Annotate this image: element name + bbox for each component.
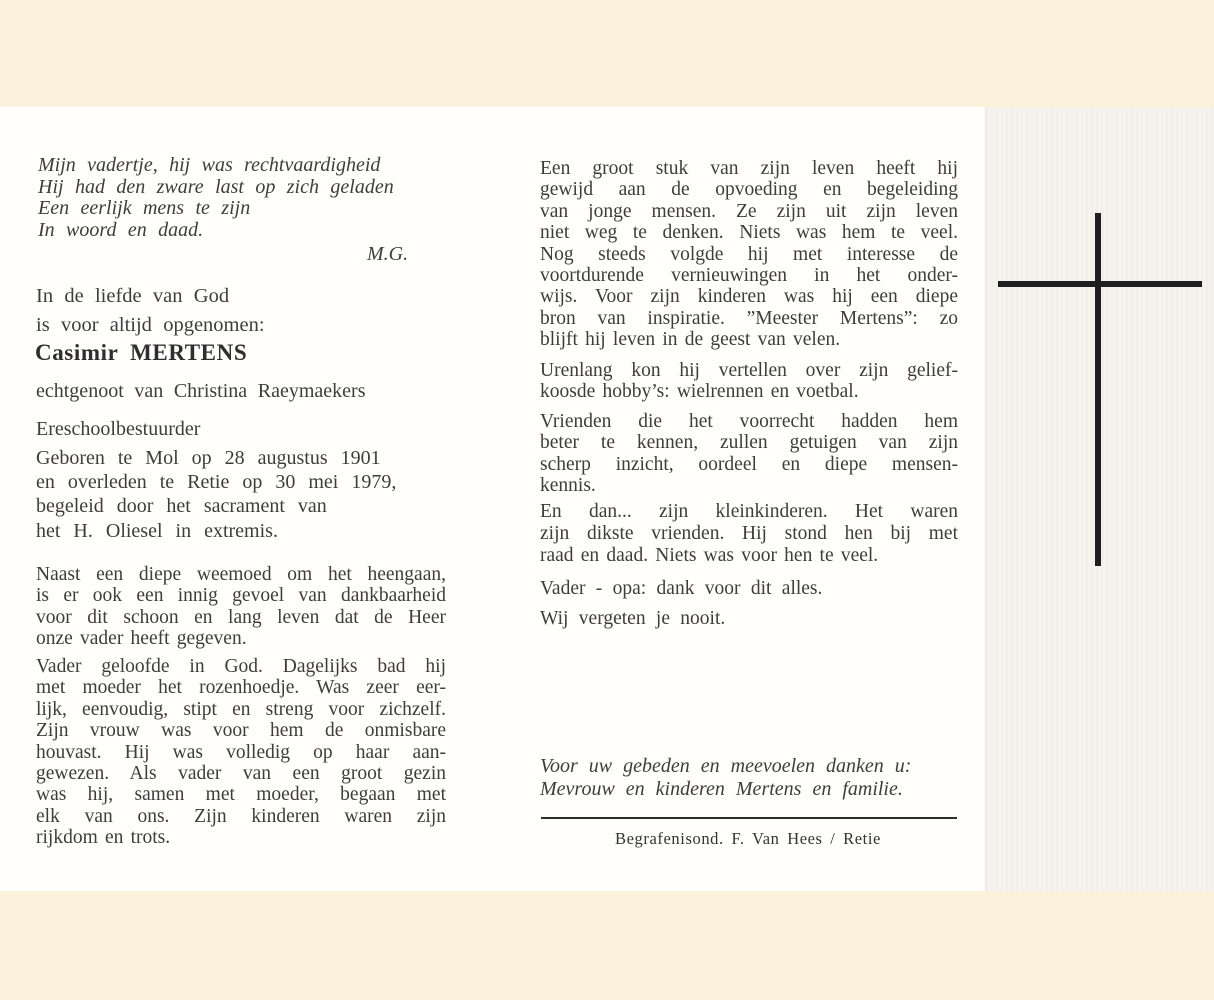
text-line: is er ook een innig gevoel van dankbaarheid: [36, 585, 446, 607]
text-line: Hij had den zware last op zich geladen: [38, 175, 394, 198]
text-line: wijs. Voor zijn kinderen was hij een diepe: [540, 286, 958, 308]
text-line: was hij, samen met moeder, begaan met: [36, 784, 446, 806]
text-line: Een eerlijk mens te zijn: [38, 197, 251, 220]
farewell-line: Vader - opa: dank voor dit alles.: [540, 578, 823, 599]
text-line: beter te kennen, zullen getuigen van zijn: [540, 432, 958, 454]
paragraph-mourning: [36, 564, 446, 650]
farewell-line: Wij vergeten je nooit.: [540, 608, 726, 629]
text-line: Mijn vadertje, hij was rechtvaardigheid: [38, 154, 381, 176]
text-line: raad en daad. Niets was voor hen te veel.: [540, 544, 879, 566]
text-line: kennis.: [540, 475, 596, 497]
text-line: In woord en daad.: [38, 218, 204, 241]
text-line: van jonge mensen. Ze zijn uit zijn leven: [540, 200, 958, 222]
memorial-poem: [38, 155, 448, 241]
text-line: voor dit schoon en lang leven dat de Heer: [36, 606, 446, 628]
text-line: gewezen. Als vader van een groot gezin: [36, 763, 446, 785]
text-line: blijft hij leven in de geest van velen.: [540, 329, 841, 351]
text-line: koosde hobby’s: wielrennen en voetbal.: [540, 381, 859, 403]
poem-attribution: M.G.: [367, 243, 409, 265]
text-line: Naast een diepe weemoed om het heengaan,: [36, 564, 446, 585]
text-line: voortdurende vernieuwingen in het onder-: [540, 265, 958, 287]
text-line: het H. Oliesel in extremis.: [36, 519, 278, 542]
text-line: Nog steeds volgde hij met interesse de: [540, 243, 958, 265]
text-line: Urenlang kon hij vertellen over zijn gelief-: [540, 360, 958, 381]
text-line: Geboren te Mol op 28 augustus 1901: [36, 447, 381, 469]
latin-cross-icon: [998, 281, 1202, 287]
text-line: bron van inspiratie. ”Meester Mertens”: zo: [540, 307, 958, 329]
text-line: En dan... zijn kleinkinderen. Het waren: [540, 501, 958, 522]
honorary-title: Ereschoolbestuurder: [36, 418, 201, 440]
text-line: lijk, eenvoudig, stipt en streng voor zichzelf.: [36, 698, 446, 720]
deceased-name: Casimir MERTENS: [35, 340, 248, 365]
footer-divider: [541, 817, 957, 819]
text-line: begeleid door het sacrament van: [36, 495, 327, 518]
text-line: elk van ons. Zijn kinderen waren zijn: [36, 805, 446, 827]
paragraph-education: [540, 158, 958, 351]
text-line: en overleden te Retie op 30 mei 1979,: [36, 471, 397, 494]
spouse-line: echtgenoot van Christina Raeymaekers: [36, 380, 366, 402]
text-line: Vader geloofde in God. Dagelijks bad hij: [36, 656, 446, 677]
paragraph-friends: [540, 411, 958, 497]
paragraph-hobbies: [540, 360, 958, 403]
text-line: Zijn vrouw was voor hem de onmisbare: [36, 720, 446, 742]
text-line: houvast. Hij was volledig op haar aan-: [36, 741, 446, 763]
text-line: Vrienden die het voorrecht hadden hem: [540, 411, 958, 432]
text-line: Voor uw gebeden en meevoelen danken u:: [540, 755, 912, 777]
text-line: rijkdom en trots.: [36, 827, 171, 849]
life-dates: [36, 446, 448, 543]
text-line: Mevrouw en kinderen Mertens en familie.: [540, 777, 903, 800]
text-line: is voor altijd opgenomen:: [36, 313, 265, 336]
text-line: Een groot stuk van zijn leven heeft hij: [540, 158, 958, 179]
text-line: gewijd aan de opvoeding en begeleiding: [540, 179, 958, 201]
paragraph-grandchildren: [540, 501, 958, 566]
text-line: In de liefde van God: [36, 285, 230, 307]
text-line: niet weg te denken. Niets was hem te veel.: [540, 222, 958, 244]
intro-text: [36, 282, 446, 339]
text-line: zijn dikste vrienden. Hij stond hen bij met: [540, 522, 958, 544]
text-line: scherp inzicht, oordeel en diepe mensen-: [540, 453, 958, 475]
text-line: met moeder het rozenhoedje. Was zeer eer-: [36, 677, 446, 699]
paragraph-faith: [36, 656, 446, 849]
thanks-text: [540, 755, 960, 800]
text-line: onze vader heeft gegeven.: [36, 628, 247, 650]
undertaker-line: Begrafenisond. F. Van Hees / Retie: [615, 829, 881, 848]
latin-cross-icon: [1095, 213, 1101, 566]
